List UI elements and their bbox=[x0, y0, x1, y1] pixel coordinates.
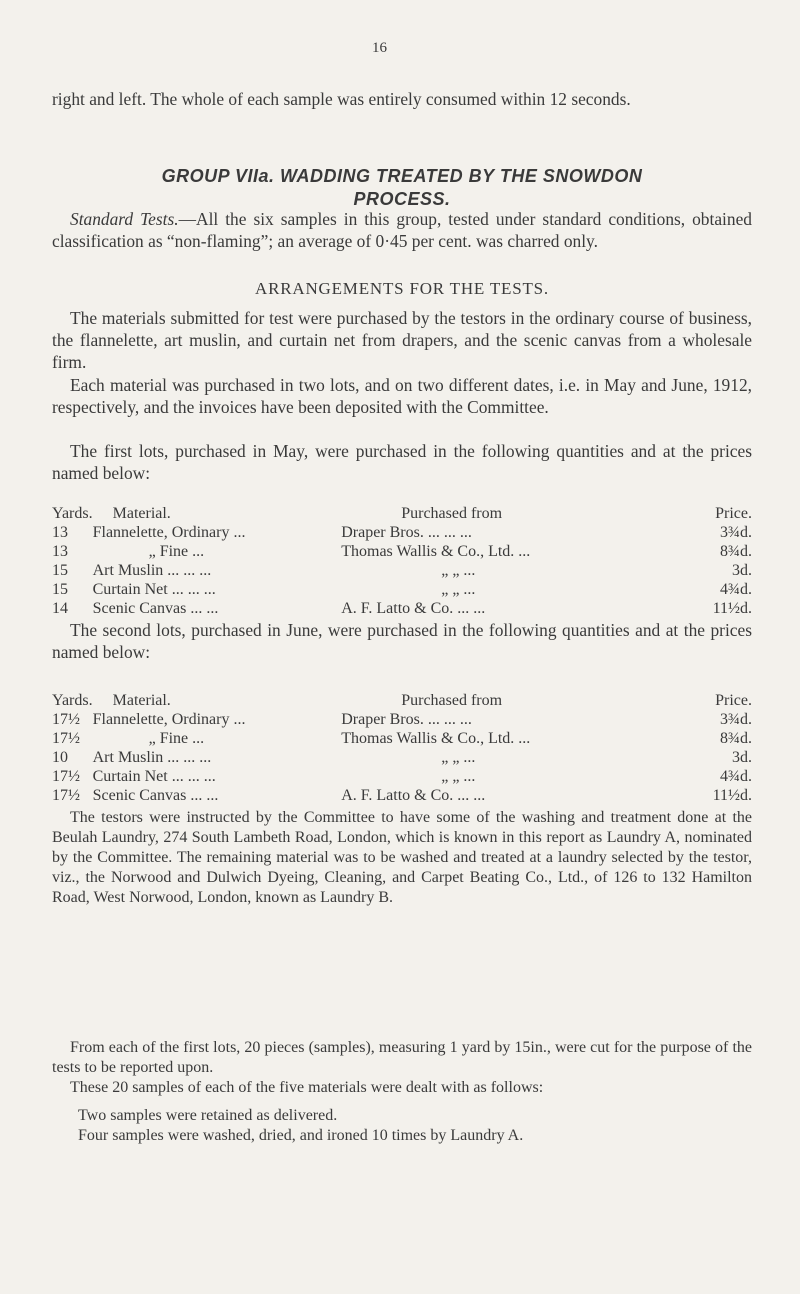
table-row bbox=[52, 729, 752, 748]
cell-yards: 17½ bbox=[52, 730, 80, 747]
cell-purchased-from: „ „ ... bbox=[441, 581, 476, 598]
cell-price: 8¾d. bbox=[720, 543, 752, 560]
cell-material: „ Fine ... bbox=[148, 730, 205, 747]
section-heading-line2: PROCESS. bbox=[353, 189, 451, 209]
cell-price: 4¾d. bbox=[720, 581, 752, 598]
laundry-paragraph: The testors were instructed by the Committee to have some of the washing and treatment done at the Beulah Laundry, 274 South Lambeth Road, London, which is known in this report as Laundry A, nominated by the Committee. The remaining material was to be washed and treated at a laundry selected by the testor, viz., the Norwood and Dulwich Dyeing, Cleaning, and Carpet Beating Co., Ltd., of 126 to 132 Hamilton Road, West Norwood, London, known as Laundry B. bbox=[52, 809, 752, 906]
retained-line: Two samples were retained as delivered. bbox=[78, 1107, 338, 1124]
cell-yards: 13 bbox=[52, 543, 68, 560]
samples-block bbox=[52, 1038, 752, 1146]
samples-paragraph: From each of the first lots, 20 pieces (samples), measuring 1 yard by 15in., were cut for the purpose of the tests to be reported upon. bbox=[52, 1039, 752, 1076]
materials-paragraph: The materials submitted for test were purchased by the testors in the ordinary course of business, the flannelette, art muslin, and curtain net from drapers, and the scenic canvas from a wholesale firm. bbox=[52, 308, 752, 372]
table-row bbox=[52, 786, 752, 805]
cell-price: 4¾d. bbox=[720, 768, 752, 785]
first-lots-paragraph: The first lots, purchased in May, were purchased in the following quantities and at the prices named below: bbox=[52, 441, 752, 483]
table-header-row bbox=[52, 691, 752, 710]
cell-material: Scenic Canvas ... ... bbox=[92, 787, 219, 804]
cell-purchased-from: Thomas Wallis & Co., Ltd. ... bbox=[341, 543, 531, 560]
cell-yards: 17½ bbox=[52, 787, 80, 804]
table-row bbox=[52, 748, 752, 767]
second-lots-paragraph: The second lots, purchased in June, were purchased in the following quantities and at the prices named below: bbox=[52, 620, 752, 662]
table-row bbox=[52, 561, 752, 580]
cell-yards: 17½ bbox=[52, 768, 80, 785]
may-purchases-table bbox=[52, 504, 752, 618]
header-purchased-from: Purchased from bbox=[401, 692, 503, 709]
header-material: Material. bbox=[112, 505, 171, 522]
cell-price: 3¾d. bbox=[720, 711, 752, 728]
table-header-row bbox=[52, 504, 752, 523]
cell-purchased-from: Draper Bros. ... ... ... bbox=[341, 524, 472, 541]
section-heading bbox=[52, 165, 752, 211]
header-yards: Yards. bbox=[52, 505, 93, 522]
cell-yards: 15 bbox=[52, 562, 68, 579]
intro-paragraph: right and left. The whole of each sample was entirely consumed within 12 seconds. bbox=[52, 89, 631, 109]
cell-purchased-from: „ „ ... bbox=[441, 768, 476, 785]
table-row bbox=[52, 767, 752, 786]
cell-purchased-from: „ „ ... bbox=[441, 749, 476, 766]
cell-yards: 14 bbox=[52, 600, 68, 617]
cell-price: 11½d. bbox=[712, 787, 752, 804]
table-row bbox=[52, 710, 752, 729]
cell-price: 3¾d. bbox=[720, 524, 752, 541]
table-row bbox=[52, 580, 752, 599]
cell-material: Flannelette, Ordinary ... bbox=[92, 524, 246, 541]
standard-tests-lead: Standard Tests. bbox=[70, 209, 179, 229]
cell-yards: 13 bbox=[52, 524, 68, 541]
cell-material: Art Muslin ... ... ... bbox=[92, 749, 212, 766]
dealt-paragraph: These 20 samples of each of the five materials were dealt with as follows: bbox=[70, 1079, 544, 1096]
cell-price: 11½d. bbox=[712, 600, 752, 617]
header-price: Price. bbox=[715, 692, 752, 709]
cell-purchased-from: Thomas Wallis & Co., Ltd. ... bbox=[341, 730, 531, 747]
section-heading-line1: GROUP VIIa. WADDING TREATED BY THE SNOWDON bbox=[161, 166, 643, 186]
header-material: Material. bbox=[112, 692, 171, 709]
cell-purchased-from: A. F. Latto & Co. ... ... bbox=[341, 600, 486, 617]
cell-price: 3d. bbox=[732, 749, 752, 766]
cell-price: 8¾d. bbox=[720, 730, 752, 747]
cell-material: Curtain Net ... ... ... bbox=[92, 768, 216, 785]
lots-paragraph: Each material was purchased in two lots, and on two different dates, i.e. in May and June, 1912, respectively, and the invoices have been deposited with the Committee. bbox=[52, 375, 752, 417]
cell-purchased-from: „ „ ... bbox=[441, 562, 476, 579]
table-row bbox=[52, 523, 752, 542]
june-purchases-table bbox=[52, 691, 752, 805]
cell-yards: 10 bbox=[52, 749, 68, 766]
cell-purchased-from: A. F. Latto & Co. ... ... bbox=[341, 787, 486, 804]
header-purchased-from: Purchased from bbox=[401, 505, 503, 522]
cell-material: Scenic Canvas ... ... bbox=[92, 600, 219, 617]
standard-tests-paragraph bbox=[52, 208, 752, 252]
cell-material: „ Fine ... bbox=[148, 543, 205, 560]
cell-yards: 17½ bbox=[52, 711, 80, 728]
cell-material: Flannelette, Ordinary ... bbox=[92, 711, 246, 728]
cell-purchased-from: Draper Bros. ... ... ... bbox=[341, 711, 472, 728]
page-number: 16 bbox=[372, 40, 387, 56]
washed-line: Four samples were washed, dried, and ironed 10 times by Laundry A. bbox=[78, 1127, 524, 1144]
cell-yards: 15 bbox=[52, 581, 68, 598]
cell-material: Curtain Net ... ... ... bbox=[92, 581, 216, 598]
arrangements-title: ARRANGEMENTS FOR THE TESTS. bbox=[255, 279, 549, 298]
header-price: Price. bbox=[715, 505, 752, 522]
cell-price: 3d. bbox=[732, 562, 752, 579]
table-row bbox=[52, 599, 752, 618]
standard-tests-text: —All the six samples in this group, tested under standard conditions, obtained classification as “non-flaming”; an average of 0·45 per cent. was charred only. bbox=[52, 209, 752, 251]
cell-material: Art Muslin ... ... ... bbox=[92, 562, 212, 579]
header-yards: Yards. bbox=[52, 692, 93, 709]
table-row bbox=[52, 542, 752, 561]
